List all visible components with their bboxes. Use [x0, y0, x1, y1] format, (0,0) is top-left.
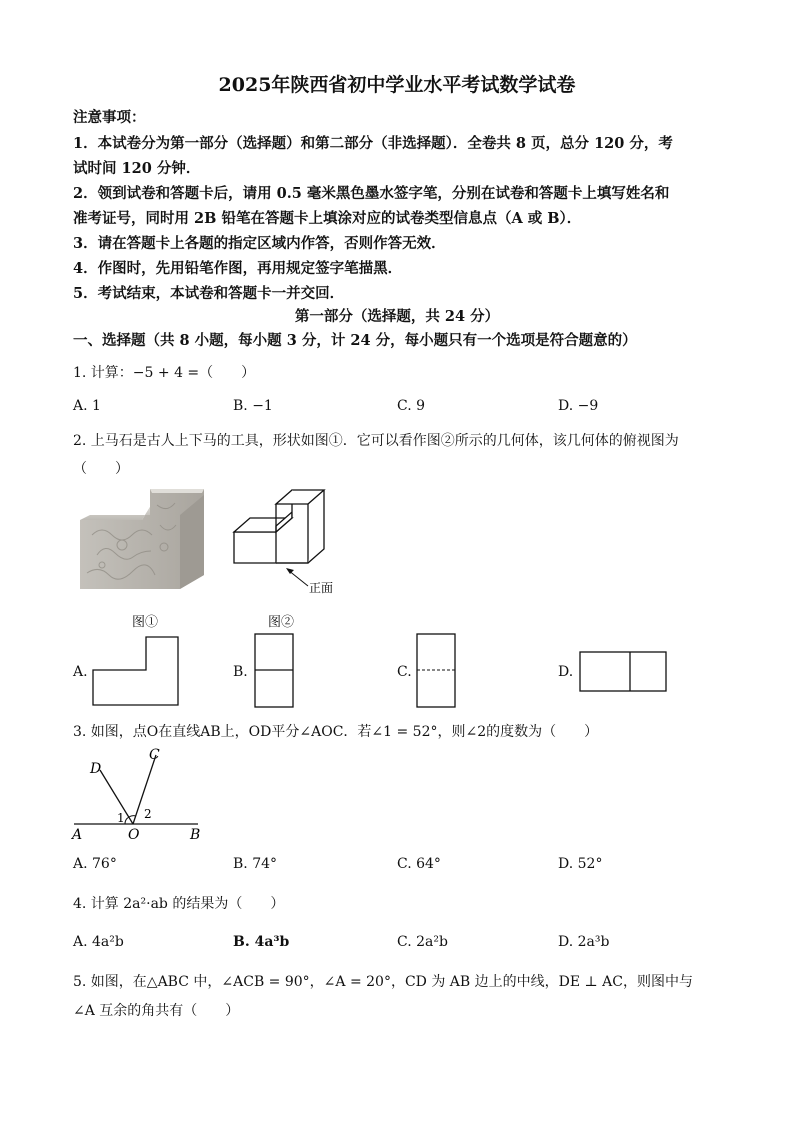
angle-2-label: 2 [144, 807, 152, 821]
q4-option-c: C. 2a²b [397, 934, 448, 950]
notice-line: 4．作图时，先用铅笔作图，再用规定签字笔描黑． [73, 260, 403, 277]
point-d-label: D [90, 761, 102, 777]
notice-heading: 注意事项： [73, 109, 146, 126]
part1-heading: 第一部分（选择题，共 24 分） [294, 308, 500, 325]
q4-stem: 4. 计算 2a²·ab 的结果为（ ） [73, 896, 285, 912]
angle-1-label: 1 [117, 811, 125, 825]
page-title: 2025年陕西省初中学业水平考试数学试卷 [218, 74, 576, 96]
q2-option-c-figure [415, 632, 459, 710]
figure-2-solid [228, 488, 348, 600]
notice-line: 2．领到试卷和答题卡后，请用 0.5 毫米黑色墨水签字笔，分别在试卷和答题卡上填写姓名和 [73, 185, 670, 202]
point-a-label: A [72, 827, 83, 841]
point-c-label: C [149, 747, 160, 763]
notice-line: 1．本试卷分为第一部分（选择题）和第二部分（非选择题）．全卷共 8 页，总分 120 分，考 [73, 135, 673, 152]
q5-stem-cont: ∠A 互余的角共有（ ） [73, 1003, 240, 1019]
point-b-label: B [190, 827, 201, 841]
q1-option-d: D. −9 [558, 398, 599, 414]
q2-option-b-label: B. [233, 664, 248, 680]
q3-option-c: C. 64° [397, 856, 441, 872]
q2-option-b-figure [253, 632, 297, 710]
q3-option-a: A. 76° [73, 856, 117, 872]
section-heading: 一、选择题（共 8 小题，每小题 3 分，计 24 分，每小题只有一个选项是符合题意的） [73, 332, 637, 349]
q2-stem-cont: （ ） [73, 461, 129, 477]
figure-2-caption: 图② [268, 615, 295, 630]
q5-stem: 5. 如图，在△ABC 中，∠ACB = 90°，∠A = 20°，CD 为 AB 边上的中线，DE ⊥ AC，则图中与 [73, 974, 693, 990]
front-label: 正面 [309, 581, 334, 595]
notice-line: 5．考试结束，本试卷和答题卡一并交回． [73, 285, 345, 302]
q4-option-a: A. 4a²b [73, 934, 124, 950]
q2-option-a-figure [90, 634, 182, 708]
q1-stem: 1. 计算：−5 + 4 =（ ） [73, 365, 256, 381]
point-o-label: O [128, 827, 140, 841]
q3-option-d: D. 52° [558, 856, 603, 872]
notice-line: 3．请在答题卡上各题的指定区域内作答，否则作答无效． [73, 235, 446, 252]
notice-line: 准考证号，同时用 2B 铅笔在答题卡上填涂对应的试卷类型信息点（A 或 B）． [73, 210, 582, 227]
q2-stem: 2. 上马石是古人上下马的工具，形状如图①．它可以看作图②所示的几何体，该几何体的俯视图为 [73, 433, 679, 449]
q2-option-d-label: D. [558, 664, 574, 680]
q2-option-d-figure [578, 650, 670, 694]
q4-option-d: D. 2a³b [558, 934, 610, 950]
notice-line: 试时间 120 分钟． [73, 160, 201, 177]
q2-option-c-label: C. [397, 664, 412, 680]
figure-1-caption: 图① [132, 615, 159, 630]
q3-angle-figure [70, 745, 210, 841]
q3-stem: 3. 如图，点O在直线AB上，OD平分∠AOC．若∠1 = 52°，则∠2的度数为（ ） [73, 724, 599, 740]
q1-option-c: C. 9 [397, 398, 426, 414]
q3-option-b: B. 74° [233, 856, 278, 872]
q1-option-b: B. −1 [233, 398, 273, 414]
mounting-stone-photo [72, 485, 212, 595]
q2-option-a-label: A. [73, 664, 88, 680]
q4-option-b: B. 4a³b [233, 934, 290, 950]
q1-option-a: A. 1 [73, 398, 101, 414]
